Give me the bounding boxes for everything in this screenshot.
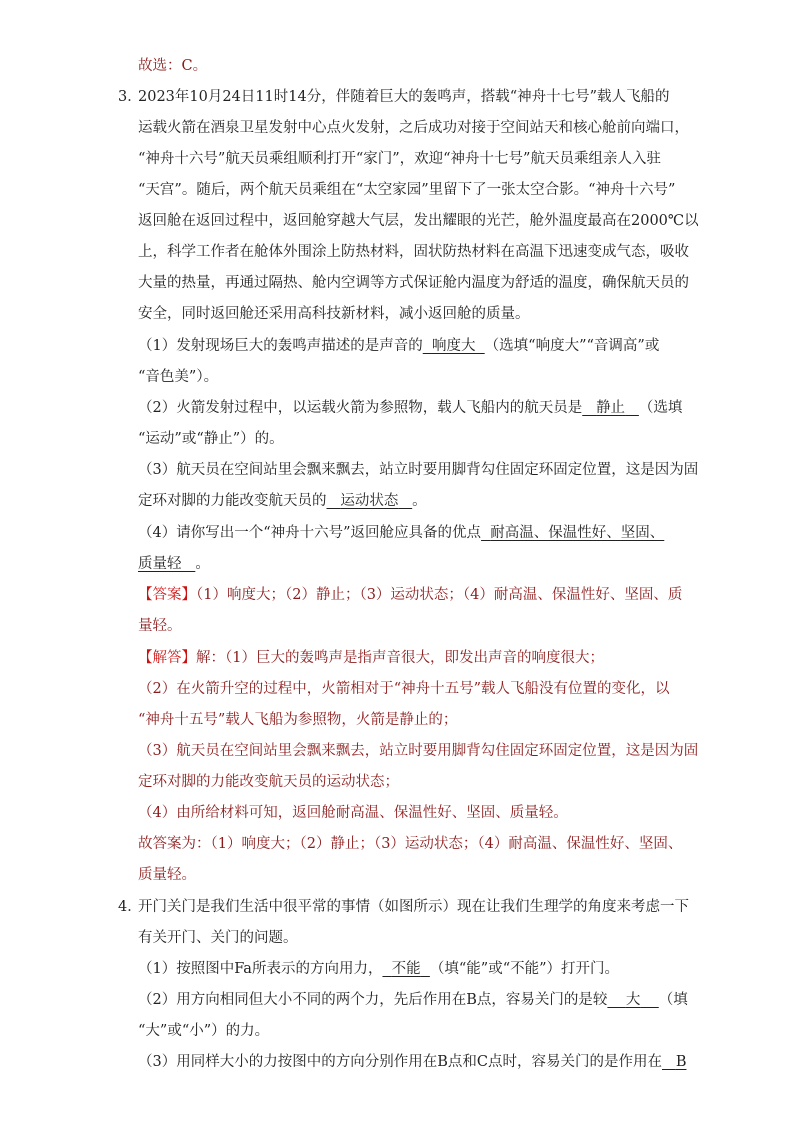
q3-sub4-suffix: 。 [195,556,210,572]
q3-final-answer-line-2: 质量轻。 [138,867,196,883]
q4-sub2-line-2: “大”或“小”）的力。 [138,1023,270,1039]
q3-sub2-line [138,398,682,418]
q3-answer-text: （1）响度大；（2）静止；（3）运动状态；（4）耐高温、保温性好、坚固、质 [196,587,683,603]
q3-sub4-answer-part1: 耐高温、保温性好、坚固、 [490,525,665,541]
q3-stem-line-7: 大量的热量，再通过隔热、舱内空调等方式保证舱内温度为舒适的温度，确保航天员的 [138,275,689,291]
question-3-number: 3． [118,89,142,105]
q3-sub2-answer: 静止 [596,400,626,416]
q3-sub2-prefix: （2）火箭发射过程中，以运载火箭为参照物，载人飞船内的航天员是 [138,400,583,416]
q4-stem-line-2: 有关开门、关门的问题。 [138,930,298,946]
q3-sub3-suffix: 。 [412,493,427,509]
q3-stem-line-3: “神舟十六号”航天员乘组顺利打开“家门”，欢迎“神舟十七号”航天员乘组亲人入驻 [138,151,661,167]
q4-sub1-line [138,959,619,979]
q4-sub2-prefix: （2）用方向相同但大小不同的两个力，先后作用在B点，容易关门的是较 [138,992,608,1008]
q3-stem-line-5: 返回舱在返回过程中，返回舱穿越大气层，发出耀眼的光芒，舱外温度最高在2000℃以 [138,213,699,229]
q3-answer-line-2: 量轻。 [138,618,182,634]
q3-analysis-text-1: 解：（1）巨大的轰鸣声是指声音很大，即发出声音的响度很大； [196,650,604,666]
q3-sub2-suffix: （选填 [638,400,683,416]
q3-sub3-prefix: 定环对脚的力能改变航天员的 [138,493,327,509]
q3-sub4-prefix: （4）请你写出一个“神舟十六号”返回舱应具备的优点 [138,525,482,541]
answer-tag: 【答案】 [138,587,196,603]
q3-sub3-answer: 运动状态 [340,493,399,509]
q3-stem-line-4: “天宫”。随后，两个航天员乘组在“太空家园”里留下了一张太空合影。“神舟十六号” [138,182,676,198]
q3-stem-line-6: 上，科学工作者在舱体外围涂上防热材料，固状防热材料在高温下迅速变成气态，吸收 [138,244,689,260]
q4-sub3-line [138,1052,686,1072]
q3-sub4-answer-part2: 质量轻 [138,556,182,572]
q4-sub2-line [138,990,688,1010]
q3-sub1-line [138,336,659,356]
analysis-tag: 【解答】 [138,650,196,666]
q4-sub1-suffix: （填“能”或“不能”）打开门。 [429,961,620,977]
q3-sub3-line-2 [138,491,427,511]
q3-final-answer-line-1: 故答案为：（1）响度大；（2）静止；（3）运动状态；（4）耐高温、保温性好、坚固、 [138,836,683,852]
q3-sub4-line-2 [138,554,210,574]
q3-sub4-line-1 [138,523,664,543]
q3-sub1-prefix: （1）发射现场巨大的轰鸣声描述的是声音的 [138,338,423,354]
q3-sub1-suffix: （选填“响度大”“音调高”或 [484,338,660,354]
q3-stem-line-1: 2023年10月24日11时14分，伴随着巨大的轰鸣声，搭载“神舟十七号”载人飞船的 [138,89,670,105]
q3-sub2-line-2: “运动”或“静止”）的。 [138,431,284,447]
q4-sub1-prefix: （1）按照图中Fa所表示的方向用力， [138,961,383,977]
q3-stem-line-8: 安全，同时返回舱还采用高科技新材料，减小返回舱的质量。 [138,306,530,322]
question-4-number: 4． [118,899,142,915]
q3-sub1-line-2: “音色美”）。 [138,369,219,385]
q4-sub2-suffix: （填 [658,992,688,1008]
q3-analysis-line-2: （2）在火箭升空的过程中，火箭相对于“神舟十五号”载人飞船没有位置的变化，以 [138,681,670,697]
q3-answer-line-1 [138,585,682,605]
q3-analysis-line-3: “神舟十五号”载人飞船为参照物，火箭是静止的； [138,712,458,728]
q3-analysis-line-5: 定环对脚的力能改变航天员的运动状态； [138,774,399,790]
q3-stem-line-2: 运载火箭在酒泉卫星发射中心点火发射，之后成功对接于空间站天和核心舱前向端口， [138,120,689,136]
q4-sub2-answer: 大 [625,992,641,1008]
q4-sub3-answer: B [675,1054,687,1070]
q3-analysis-line-1 [138,648,604,668]
q4-stem-line-1: 开门关门是我们生活中很平常的事情（如图所示）现在让我们生理学的角度来考虑一下 [138,899,689,915]
q3-sub1-answer: 响度大 [431,338,476,354]
q4-sub1-answer: 不能 [391,961,421,977]
q4-sub3-prefix: （3）用同样大小的力按图中的方向分别作用在B点和C点时，容易关门的是作用在 [138,1054,662,1070]
previous-answer-line: 故选：C。 [138,58,208,74]
q3-sub3-line-1: （3）航天员在空间站里会飘来飘去，站立时要用脚背勾住固定环固定位置，这是因为固 [138,462,699,478]
q3-analysis-line-4: （3）航天员在空间站里会飘来飘去，站立时要用脚背勾住固定环固定位置，这是因为固 [138,743,699,759]
q3-analysis-line-6: （4）由所给材料可知，返回舱耐高温、保温性好、坚固、质量轻。 [138,805,568,821]
